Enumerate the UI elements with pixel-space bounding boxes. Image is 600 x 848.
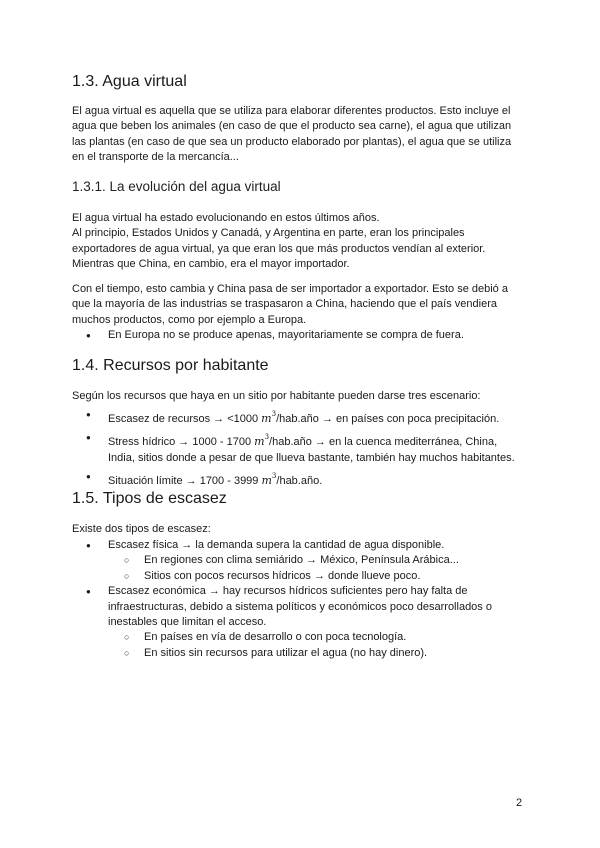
text-line: Existe dos tipos de escasez:	[72, 523, 211, 535]
text-line: ● Escasez económica → hay recursos hídricos suficientes pero hay falta de	[108, 585, 468, 598]
text-line: infraestructuras, debido a sistema políticos y económicos poco desarrollados o	[108, 600, 492, 613]
unit-exponent: 3	[264, 433, 270, 442]
sublist-economica	[108, 630, 532, 661]
text-line: Mientras que China, en cambio, era el mayor importador.	[72, 258, 350, 271]
paragraph-evolucion-1	[72, 211, 532, 273]
text: Situación límite → 1700 - 3999	[108, 475, 262, 488]
text: Escasez física → la demanda supera la cantidad de agua disponible.	[108, 539, 445, 551]
text-line: agua que beben los animales (en caso de que el producto sea carne), el agua que utilizan	[72, 120, 512, 133]
paragraph-agua-virtual	[72, 104, 532, 166]
text-line: que la mayoría de las industrias se traspasaron a China, haciendo que el país vendiera	[72, 298, 497, 311]
list-europa	[72, 328, 532, 343]
unit-m3	[261, 412, 276, 425]
text: Escasez de recursos → <1000	[108, 413, 262, 425]
text-line: exportadores de agua virtual, ya que eran los que más productos vendían al exterior.	[72, 242, 486, 255]
unit-m3	[261, 474, 276, 487]
unit-m3	[254, 435, 269, 448]
text-line: Según los recursos que haya en un sitio por habitante pueden darse tres escenario:	[72, 390, 481, 402]
list-item-escasez-fisica	[72, 538, 532, 584]
unit-exponent: 3	[271, 410, 277, 418]
paragraph-recursos-intro	[72, 389, 532, 404]
text-line: las plantas (en caso de que sea un producto elaborado por plantas), el agua que se utiliza	[72, 135, 512, 148]
text-line: El agua virtual es aquella que se utiliza para elaborar diferentes productos. Esto incluye el	[72, 105, 511, 117]
unit-symbol: m	[261, 412, 272, 425]
paragraph-evolucion-2	[72, 282, 532, 328]
unit-symbol: m	[254, 435, 265, 449]
list-item-escasez-recursos	[72, 407, 532, 427]
list-item-situacion-limite	[72, 469, 532, 489]
unit-exponent: 3	[271, 472, 277, 481]
list-escenarios	[72, 407, 532, 490]
sublist-item: ○ En países en vía de desarrollo o con poca tecnología.	[108, 630, 532, 645]
heading-recursos-habitante: 1.4. Recursos por habitante	[72, 357, 269, 374]
text: Stress hídrico → 1000 - 1700	[108, 436, 255, 449]
paragraph-tipos-intro	[72, 522, 532, 537]
sublist-item: ○ En sitios sin recursos para utilizar el agua (no hay dinero).	[108, 646, 532, 661]
list-item-stress-hidrico	[72, 430, 532, 466]
text-line: Al principio, Estados Unidos y Canadá, y Argentina en parte, eran los principales	[72, 227, 465, 240]
list-item: ● En Europa no se produce apenas, mayoritariamente se compra de fuera.	[72, 328, 532, 343]
heading-agua-virtual: 1.3. Agua virtual	[72, 73, 187, 90]
sublist-item: ○ Sitios con pocos recursos hídricos → donde llueve poco.	[108, 569, 532, 584]
text-line: en el transporte de la mercancía...	[72, 151, 239, 164]
text: India, sitios donde a pesar de que llueva bastante, también hay muchos habitantes.	[108, 451, 515, 464]
unit-symbol: m	[261, 474, 272, 488]
list-item-escasez-economica	[72, 584, 532, 661]
text: /hab.año → en países con poca precipitación.	[276, 413, 500, 425]
list-tipos-escasez	[72, 538, 532, 661]
text: /hab.año → en la cuenca mediterránea, China,	[269, 436, 498, 449]
text-line: El agua virtual ha estado evolucionando en estos últimos años.	[72, 212, 380, 224]
text-line: inestables que limitan el acceso.	[108, 616, 267, 629]
sublist-fisica	[108, 553, 532, 584]
text: /hab.año.	[276, 475, 323, 488]
text-line: muchos productos, como por ejemplo a Europa.	[72, 313, 307, 326]
heading-tipos-escasez: 1.5. Tipos de escasez	[72, 490, 227, 507]
text-line: Con el tiempo, esto cambia y China pasa de ser importador a exportador. Esto se debió a	[72, 283, 508, 295]
sublist-item: ○ En regiones con clima semiárido → México, Península Arábica...	[108, 553, 532, 568]
page-number: 2	[516, 797, 523, 809]
heading-evolucion: 1.3.1. La evolución del agua virtual	[72, 179, 281, 194]
